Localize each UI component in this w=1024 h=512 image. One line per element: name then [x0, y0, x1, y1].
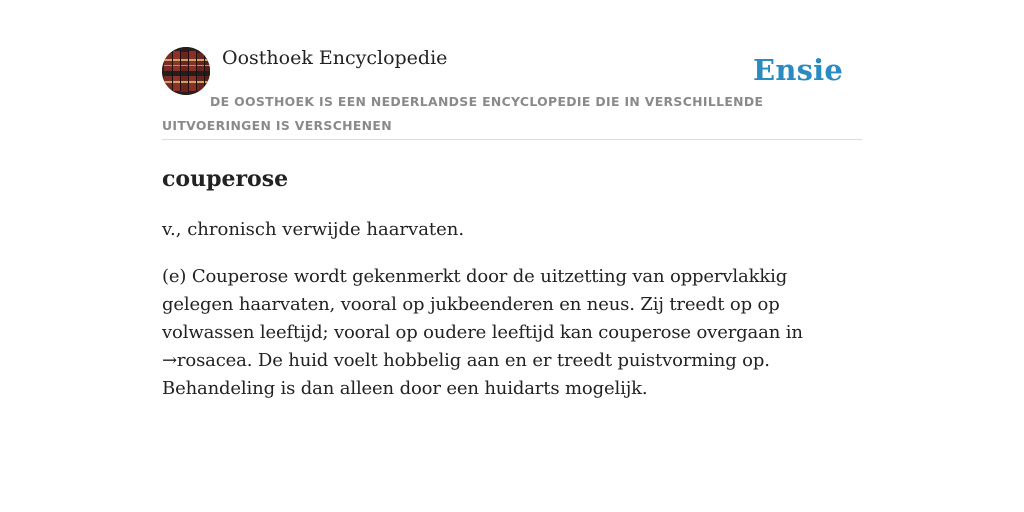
entry-body-text-after: . De huid voelt hobbelig aan en er treedt puistvorming op. Behandeling is dan alleen door een huidarts mogelijk.	[162, 350, 770, 399]
site-tagline: DE OOSTHOEK IS EEN NEDERLANDSE ENCYCLOPEDIE DIE IN VERSCHILLENDE UITVOERINGEN IS VERSCHENEN	[162, 94, 764, 133]
page-container	[162, 46, 862, 399]
entry-body	[162, 263, 862, 403]
entry-body-text-before: (e) Couperose wordt gekenmerkt door de uitzetting van oppervlakkig gelegen haarvaten, vooral op jukbeenderen en neus. Zij treedt op op volwassen leeftijd; vooral op oudere leeftijd kan couperose overgaan in	[162, 266, 803, 343]
rosacea-link[interactable]: →rosacea	[162, 350, 247, 371]
entry-definition: v., chronisch verwijde haarvaten.	[162, 219, 465, 240]
entry-title: couperose	[162, 166, 289, 192]
site-avatar[interactable]	[162, 47, 210, 95]
brand-logo[interactable]: Ensie	[753, 53, 843, 87]
site-header	[162, 46, 862, 140]
book-spines-icon	[162, 47, 210, 95]
site-title[interactable]: Oosthoek Encyclopedie	[222, 47, 448, 69]
